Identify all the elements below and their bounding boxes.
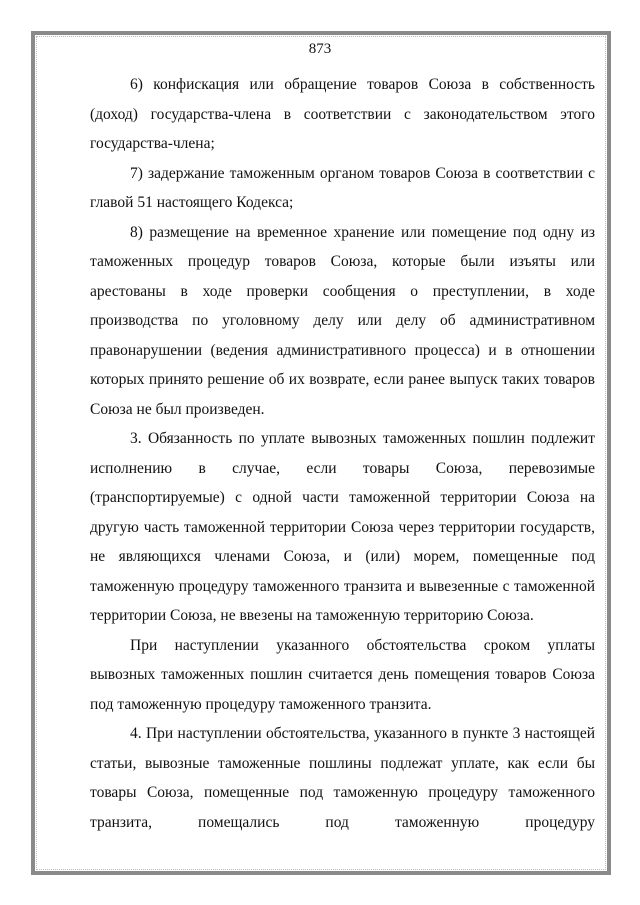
paragraph-item-6: 6) конфискация или обращение товаров Союза в собственность (доход) государства-члена в соответствии с законодательством этого государства-члена; (90, 76, 595, 152)
paragraph-point-3-continuation: При наступлении указанного обстоятельства сроком уплаты вывозных таможенных пошлин считается день помещения товаров Союза под таможенную процедуру таможенного транзита. (90, 636, 595, 713)
paragraph-point-3: 3. Обязанность по уплате вывозных таможенных пошлин подлежит исполнению в случае, если товары Союза, перевозимые (транспортируемые) с одной части таможенной территории Союза на другую часть таможенной территории Союза через территории государств, не являющихся членами Союза, и (или) морем, помещенные под таможенную процедуру таможенного транзита и вывезенные с таможенной территории Союза, не ввезены на таможенную территорию Союза. (90, 430, 595, 624)
page-number: 873 (308, 41, 332, 57)
document-body (90, 70, 595, 837)
paragraph-point-4: 4. При наступлении обстоятельства, указанного в пункте 3 настоящей статьи, вывозные таможенные пошлины подлежат уплате, как если бы товары Союза, помещенные под таможенную процедуру таможенного транзита, помещались под таможенную процедуру (90, 725, 595, 831)
paragraph-item-7: 7) задержание таможенным органом товаров Союза в соответствии с главой 51 настоящего Кодекса; (90, 164, 595, 211)
paragraph-item-8: 8) размещение на временное хранение или помещение под одну из таможенных процедур товаров Союза, которые были изъяты или арестованы в ходе проверки сообщения о преступлении, в ходе производства по уголовному делу или делу об административном правонарушении (ведения административного процесса) и в отношении которых принято решение об их возврате, если ранее выпуск таких товаров Союза не был произведен. (90, 223, 595, 418)
